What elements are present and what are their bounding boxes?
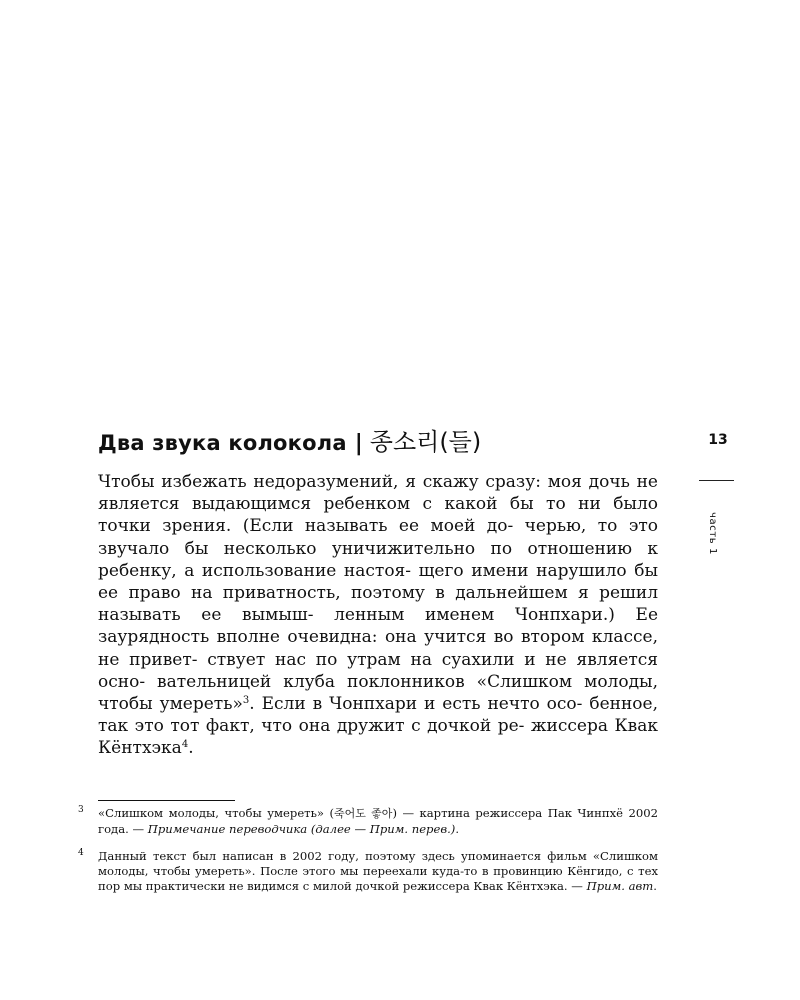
- part-label: часть 1: [707, 512, 718, 555]
- footnote-korean-title: 죽어도 좋아: [334, 807, 393, 820]
- footnote-number: 4: [78, 848, 84, 858]
- body-text-part-3: .: [188, 738, 194, 759]
- footnote-4: [78, 848, 658, 893]
- footnote-number: 3: [78, 805, 84, 815]
- footnote-italic-note: Прим. авт: [586, 878, 654, 893]
- page-number: 13: [708, 432, 728, 448]
- body-text-part-2: . Если в Чонпхари и есть нечто осо- бенное, так это тот факт, что она дружит с дочкой ре- жиссера Квак Кёнтхэка: [98, 694, 658, 759]
- side-divider: [699, 480, 734, 481]
- body-paragraph: [98, 471, 658, 760]
- body-text-part-1: Чтобы избежать недоразумений, я скажу сразу: моя дочь не является выдающимся ребенком с какой бы то ни было точки зрения. (Если называть ее моей до- черью, то это звучало бы несколько уничижительно по отношению к ребенку, а использование настоя- щего имени нарушило бы ее право на приватность, поэтому в дальнейшем я решил называть ее вымыш- ленным именем Чонпхари.) Ее заурядность вполне очевидна: она учится во втором классе, не привет- ствует нас по утрам на суахили и не является осно- вательницей клуба поклонников «Слишком молоды, чтобы умереть»: [98, 472, 658, 715]
- chapter-title-korean: 종소리(들): [369, 428, 482, 456]
- footnote-text: .: [455, 821, 459, 836]
- footnote-italic-note: Примечание переводчика (далее — Прим. перев.): [147, 821, 456, 836]
- footnote-text: «Слишком молоды, чтобы умереть» (: [98, 806, 334, 820]
- footnote-text: ) — картина режиссера Пак Чинпхё 2002 года. —: [98, 806, 658, 836]
- footnote-text: Данный текст был написан в 2002 году, поэтому здесь упоминается фильм «Слишком молоды, чтобы умереть». После этого мы переехали куда-то в провинцию Кёнгидо, с тех пор мы практически не видимся с милой дочкой режиссера Квак Кёнтхэка. —: [98, 849, 658, 893]
- footnote-reference-4[interactable]: 4: [181, 739, 189, 751]
- footnote-3: [78, 805, 658, 837]
- footnote-divider: [98, 800, 235, 801]
- footnote-reference-3[interactable]: 3: [242, 695, 250, 707]
- chapter-title-russian: Два звука колокола: [98, 431, 347, 455]
- title-separator: |: [354, 431, 363, 456]
- chapter-heading: [98, 425, 688, 461]
- footnote-text: .: [653, 878, 657, 893]
